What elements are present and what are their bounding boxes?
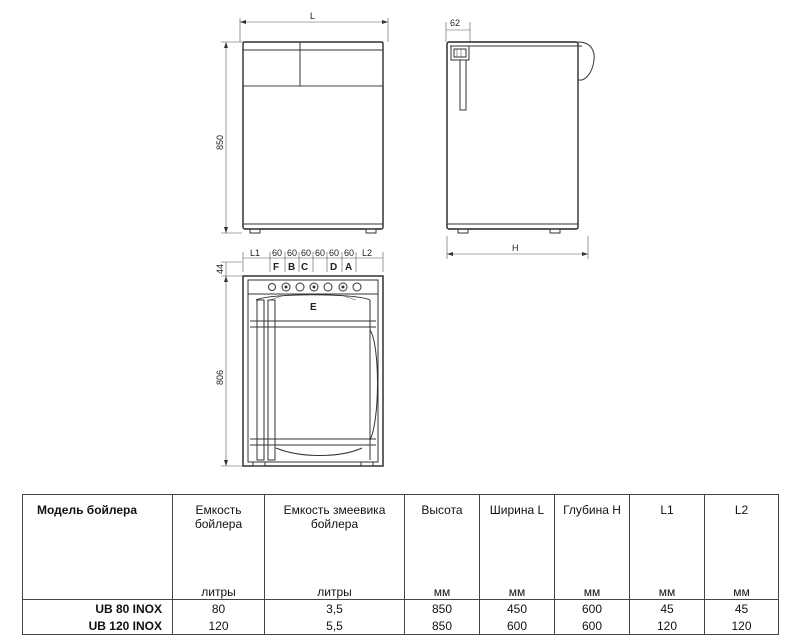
header-model: Модель бойлера (23, 495, 173, 582)
height-dimension-label: 850 (215, 134, 225, 150)
unit-boiler-capacity: литры (173, 581, 265, 600)
row2-l2: 120 (705, 617, 779, 635)
width-dimension-label: L (310, 11, 316, 21)
unit-l1: мм (630, 581, 705, 600)
row2-width: 600 (480, 617, 555, 635)
unit-model (23, 581, 173, 600)
row1-l2: 45 (705, 600, 779, 618)
pitch-label-l1: L1 (250, 248, 261, 258)
section-view (215, 248, 383, 466)
row1-boiler-capacity: 80 (173, 600, 265, 618)
row2-l1: 120 (630, 617, 705, 635)
row1-height: 850 (405, 600, 480, 618)
offset-dimension-label: 44 (215, 263, 225, 274)
row2-boiler-capacity: 120 (173, 617, 265, 635)
row2-model: UB 120 INOX (23, 617, 173, 635)
header-boiler-capacity: Емкость бойлера (173, 495, 265, 582)
unit-depth: мм (555, 581, 630, 600)
pitch-label-3: 60 (301, 248, 312, 258)
unit-height: мм (405, 581, 480, 600)
unit-coil-capacity: литры (265, 581, 405, 600)
connection-letter-a: A (345, 262, 353, 273)
connection-letter-d: D (330, 262, 338, 273)
header-l1: L1 (630, 495, 705, 582)
row1-l1: 45 (630, 600, 705, 618)
coil-label-e: E (310, 302, 317, 313)
unit-l2: мм (705, 581, 779, 600)
row1-model: UB 80 INOX (23, 600, 173, 618)
unit-width: мм (480, 581, 555, 600)
header-l2: L2 (705, 495, 779, 582)
connection-letter-c: C (301, 262, 309, 273)
pitch-label-1: 60 (272, 248, 283, 258)
row1-depth: 600 (555, 600, 630, 618)
header-width: Ширина L (480, 495, 555, 582)
depth-dimension-label: H (512, 243, 519, 253)
table-units-row (23, 581, 779, 600)
pitch-label-2: 60 (287, 248, 298, 258)
pitch-label-l2: L2 (362, 248, 373, 258)
front-view (215, 11, 388, 233)
bottom-height-dimension-label: 806 (215, 369, 225, 385)
table-row (23, 600, 779, 618)
header-height: Высота (405, 495, 480, 582)
side-view (446, 18, 594, 259)
header-coil-capacity: Емкость змеевика бойлера (265, 495, 405, 582)
side-top-dimension-label: 62 (450, 18, 461, 28)
table-header-row (23, 495, 779, 582)
pitch-label-6: 60 (344, 248, 355, 258)
row2-height: 850 (405, 617, 480, 635)
pitch-label-4: 60 (315, 248, 326, 258)
connection-letter-f: F (273, 262, 280, 273)
header-depth: Глубина H (555, 495, 630, 582)
table-row (23, 617, 779, 635)
connection-letter-b: B (288, 262, 296, 273)
row1-coil-capacity: 3,5 (265, 600, 405, 618)
row2-depth: 600 (555, 617, 630, 635)
specification-table (22, 494, 779, 635)
row1-width: 450 (480, 600, 555, 618)
row2-coil-capacity: 5,5 (265, 617, 405, 635)
pitch-label-5: 60 (329, 248, 340, 258)
